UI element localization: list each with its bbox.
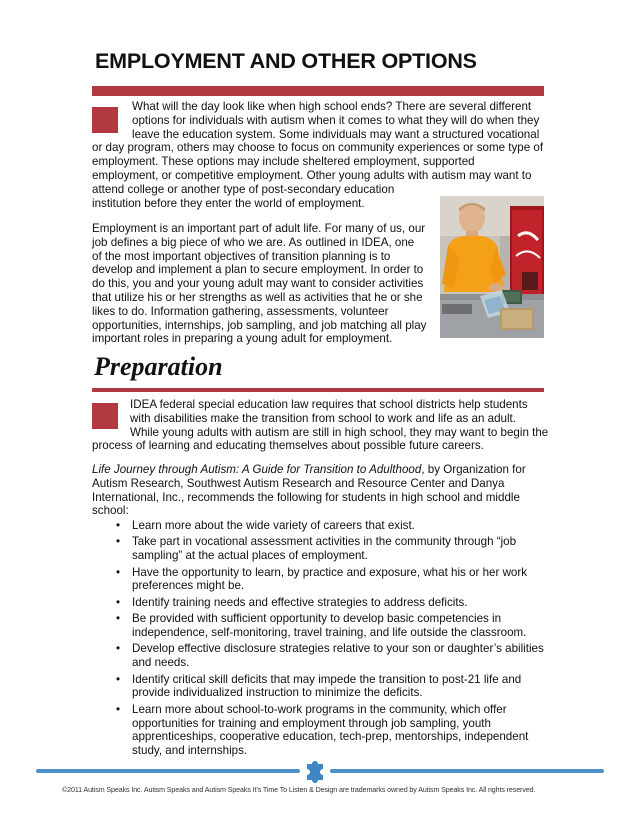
guide-citation-line	[92, 463, 552, 477]
preparation-line: with disabilities make the transition from school to work and life as an adult.	[130, 411, 517, 425]
preparation-line: IDEA federal special education law requires that school districts help students	[130, 398, 528, 411]
intro-line: or day program, others may choose to focus on community experiences or some type of	[92, 141, 544, 155]
bullet-icon: •	[116, 702, 121, 716]
page-title: EMPLOYMENT AND OTHER OPTIONS	[95, 49, 477, 73]
recommendation-line: Have the opportunity to learn, by practice and exposure, what his or her work	[132, 565, 528, 579]
recommendation-item	[112, 703, 552, 758]
footer-divider-left	[36, 769, 300, 773]
employment-line: develop and implement a plan to secure employment. In order to	[92, 263, 424, 277]
intro-line: attend college or another type of post-secondary education	[92, 182, 395, 196]
employment-line: that utilize his or her strengths as well as activities that he or she	[92, 290, 423, 304]
puzzle-piece-icon	[302, 757, 328, 783]
bullet-icon: •	[116, 672, 121, 686]
intro-line: What will the day look like when high school ends? There are several different	[132, 100, 532, 113]
employment-line: job defines a big piece of who we are. As outlined in IDEA, one	[92, 235, 415, 249]
guide-title: Life Journey through Autism: A Guide for Transition to Adulthood	[92, 463, 422, 476]
recommendation-item	[112, 519, 552, 533]
bullet-icon: •	[116, 612, 121, 626]
bullet-icon: •	[116, 642, 121, 656]
bullet-icon: •	[116, 595, 121, 609]
preparation-line: While young adults with autism are still in high school, they may want to begin the	[130, 425, 549, 439]
recommendation-item	[112, 642, 552, 670]
recommendation-item	[112, 535, 552, 563]
recommendation-line: opportunities for training and employment through job sampling, youth	[132, 716, 491, 730]
recommendation-item	[112, 566, 552, 594]
recommendation-line: Learn more about the wide variety of careers that exist.	[132, 519, 415, 532]
recommendation-line: Take part in vocational assessment activities in the community through “job	[132, 535, 517, 549]
intro-line: leave the education system. Some individuals may want a structured vocational	[132, 127, 540, 141]
intro-paragraph	[92, 100, 542, 210]
recommendation-line: provide individualized instruction to minimize the deficits.	[132, 686, 423, 700]
bullet-icon: •	[116, 519, 121, 532]
employment-line: important roles in preparing a young adult for employment.	[92, 332, 393, 346]
recommendation-item	[112, 673, 552, 701]
recommendation-line: sampling” at the actual places of employment.	[132, 549, 368, 563]
worker-photo-illustration	[440, 196, 544, 338]
guide-citation-line: school:	[92, 504, 129, 518]
employment-line: of the most important objectives of transition planning is to	[92, 249, 391, 263]
employment-line: opportunities, internships, job sampling, and job matching all play	[92, 318, 427, 332]
recommendation-item	[112, 596, 552, 610]
title-rule	[92, 86, 544, 96]
intro-line: employment. These options may include sheltered employment, supported	[92, 155, 475, 169]
recommendation-line: independence, self-monitoring, travel training, and life outside the classroom.	[132, 625, 527, 639]
preparation-paragraph	[92, 398, 552, 453]
guide-citation-line: International, Inc., recommends the following for students in high school and middle	[92, 490, 520, 504]
recommendation-line: Identify critical skill deficits that may impede the transition to post-21 life and	[132, 672, 522, 686]
bullet-icon: •	[116, 565, 121, 579]
copyright-notice: ©2011 Autism Speaks Inc. Autism Speaks and Autism Speaks It’s Time To Listen & Design are trademarks owned by Autism Speaks Inc. All rights reserved.	[62, 786, 536, 794]
preparation-heading: Preparation	[94, 352, 223, 381]
employment-line: Employment is an important part of adult life. For many of us, our	[92, 222, 426, 235]
employment-paragraph	[92, 222, 432, 346]
recommendation-line: Develop effective disclosure strategies relative to your son or daughter’s abilities	[132, 642, 544, 656]
recommendations-list	[112, 519, 552, 761]
recommendation-line: Be provided with sufficient opportunity to develop basic competencies in	[132, 612, 502, 626]
recommendation-line: Identify training needs and effective strategies to address deficits.	[132, 595, 468, 609]
intro-line: options for individuals with autism when it comes to what they will do when they	[132, 113, 540, 127]
footer-divider-right	[330, 769, 604, 773]
bullet-icon: •	[116, 535, 121, 549]
recommendation-line: study, and internships.	[132, 744, 248, 758]
recommendation-item	[112, 612, 552, 640]
recommendation-line: and needs.	[132, 656, 190, 670]
guide-citation-line: Autism Research, Southwest Autism Research and Resource Center and Danya	[92, 476, 505, 490]
intro-line: employment, or competitive employment. Other young adults with autism may want to	[92, 168, 532, 182]
guide-citation-text: , by Organization for	[421, 463, 526, 476]
intro-line: institution before they enter the world of employment.	[92, 196, 365, 210]
worker-photo	[440, 196, 544, 338]
guide-citation-paragraph	[92, 463, 552, 518]
preparation-line: process of learning and educating themselves about possible future careers.	[92, 439, 484, 453]
recommendation-line: apprenticeships, cooperative education, tech-prep, mentorships, independent	[132, 730, 529, 744]
preparation-rule	[92, 388, 544, 392]
recommendation-line: Learn more about school-to-work programs in the community, which offer	[132, 702, 507, 716]
employment-line: likes to do. Information gathering, assessments, volunteer	[92, 304, 389, 318]
employment-line: do this, you and your young adult may want to consider activities	[92, 277, 424, 291]
recommendation-line: preferences might be.	[132, 579, 245, 593]
